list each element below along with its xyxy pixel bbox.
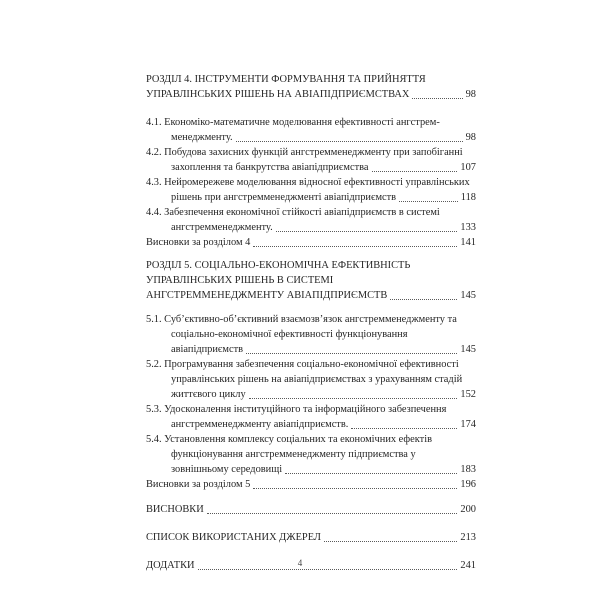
toc-entry-line: 5.1. Суб’єктивно-об’єктивний взаємозв’язок ангстремменеджменту та (146, 314, 457, 325)
toc-entry (146, 235, 476, 250)
toc-entry (146, 312, 476, 357)
toc-entry (146, 357, 476, 402)
toc-entry-last-row (146, 235, 476, 250)
dot-leader (236, 141, 463, 142)
toc-entry-last-row (146, 130, 476, 145)
toc-entry-last-row (146, 530, 476, 545)
toc-entry (146, 145, 476, 175)
toc-entry (146, 502, 476, 517)
dot-leader (399, 201, 458, 202)
toc-entry-page-number: 141 (460, 237, 476, 248)
toc-entry (146, 115, 476, 145)
toc-entry-title: рішень при ангстремменеджменті авіапідприємств (171, 192, 397, 203)
toc-entry (146, 477, 476, 492)
toc-entry (146, 432, 476, 477)
toc-entry-line: 5.3. Удосконалення інституційного та інформаційного забезпечення (146, 404, 447, 415)
toc-entry-title: ангстремменеджменту. (171, 222, 273, 233)
dot-leader (324, 541, 457, 542)
toc-entry-title: Висновки за розділом 5 (146, 479, 251, 490)
toc-entry-page-number: 107 (460, 162, 476, 173)
toc-entry-last-row (146, 477, 476, 492)
dot-leader (351, 428, 457, 429)
toc-entry-title: авіапідприємств (171, 344, 244, 355)
dot-leader (276, 231, 458, 232)
dot-leader (372, 171, 458, 172)
toc-entry-title: ВИСНОВКИ (146, 504, 204, 515)
toc-entry-title: ДОДАТКИ (146, 560, 195, 571)
toc-entry-line: РОЗДІЛ 5. СОЦІАЛЬНО-ЕКОНОМІЧНА ЕФЕКТИВНІСТЬ (146, 260, 411, 271)
dot-leader (198, 569, 458, 570)
toc-entry-page-number: 183 (460, 464, 476, 475)
toc-entry-last-row (146, 87, 476, 102)
toc-entry (146, 402, 476, 432)
toc-entry-line: 4.3. Нейромережеве моделювання відносної ефективності управлінських (146, 177, 470, 188)
toc-entry (146, 258, 476, 303)
toc-entry-page-number: 145 (460, 344, 476, 355)
toc-entry-title: СПИСОК ВИКОРИСТАНИХ ДЖЕРЕЛ (146, 532, 321, 543)
toc-entry-last-row (146, 502, 476, 517)
toc-entry-title: захоплення та банкрутства авіапідприємства (171, 162, 369, 173)
toc-entry (146, 205, 476, 235)
table-of-contents (146, 72, 476, 573)
dot-leader (246, 353, 457, 354)
dot-leader (249, 398, 458, 399)
dot-leader (412, 98, 462, 99)
toc-entry-title: менеджменту. (171, 132, 233, 143)
toc-entry-page-number: 200 (460, 504, 476, 515)
toc-entry-page-number: 118 (460, 192, 476, 203)
toc-entry-last-row (146, 190, 476, 205)
toc-entry (146, 175, 476, 205)
toc-entry-title: АНГСТРЕММЕНЕДЖМЕНТУ АВІАПІДПРИЄМСТВ (146, 290, 388, 301)
toc-entry-page-number: 241 (460, 560, 476, 571)
toc-entry-page-number: 145 (460, 290, 476, 301)
toc-entry (146, 530, 476, 545)
toc-entry-last-row (146, 387, 476, 402)
toc-entry-line: управлінських рішень на авіапідприємствах з урахуванням стадій (171, 374, 463, 385)
toc-entry-line: 4.1. Економіко-математичне моделювання ефективності ангстрем- (146, 117, 440, 128)
toc-entry-page-number: 174 (460, 419, 476, 430)
toc-entry-title: зовнішньому середовищі (171, 464, 283, 475)
toc-entry-page-number: 213 (460, 532, 476, 543)
toc-entry-line: 4.4. Забезпечення економічної стійкості авіапідприємств в системі (146, 207, 440, 218)
page-number: 4 (297, 558, 303, 568)
toc-entry-page-number: 98 (465, 89, 476, 100)
dot-leader (207, 513, 458, 514)
dot-leader (253, 488, 457, 489)
toc-entry-page-number: 98 (465, 132, 476, 143)
toc-entry-title: ангстремменеджменту авіапідприємств. (171, 419, 349, 430)
toc-entry-page-number: 152 (460, 389, 476, 400)
toc-entry-line: РОЗДІЛ 4. ІНСТРУМЕНТИ ФОРМУВАННЯ ТА ПРИЙНЯТТЯ (146, 74, 426, 85)
toc-entry-title: Висновки за розділом 4 (146, 237, 251, 248)
dot-leader (390, 299, 457, 300)
toc-entry-line: 5.2. Програмування забезпечення соціально-економічної ефективності (146, 359, 459, 370)
toc-entry-last-row (146, 342, 476, 357)
toc-entry-page-number: 196 (460, 479, 476, 490)
dot-leader (285, 473, 457, 474)
toc-entry-last-row (146, 220, 476, 235)
toc-entry-title: життєвого циклу (171, 389, 246, 400)
toc-entry-last-row (146, 462, 476, 477)
toc-entry-last-row (146, 288, 476, 303)
toc-entry-line: функціонування ангстремменеджменту підприємства у (171, 449, 416, 460)
toc-entry-line: 4.2. Побудова захисних функцій ангстремменеджменту при запобіганні (146, 147, 463, 158)
toc-entry-line: УПРАВЛІНСЬКИХ РІШЕНЬ В СИСТЕМІ (146, 275, 334, 286)
toc-entry-last-row (146, 417, 476, 432)
toc-entry-line: соціально-економічної ефективності функціонування (171, 329, 408, 340)
toc-entry-line: 5.4. Установлення комплексу соціальних та економічних ефектів (146, 434, 432, 445)
dot-leader (253, 246, 457, 247)
toc-entry-last-row (146, 160, 476, 175)
toc-entry (146, 72, 476, 102)
toc-entry-title: УПРАВЛІНСЬКИХ РІШЕНЬ НА АВІАПІДПРИЄМСТВАХ (146, 89, 410, 100)
toc-entry-page-number: 133 (460, 222, 476, 233)
